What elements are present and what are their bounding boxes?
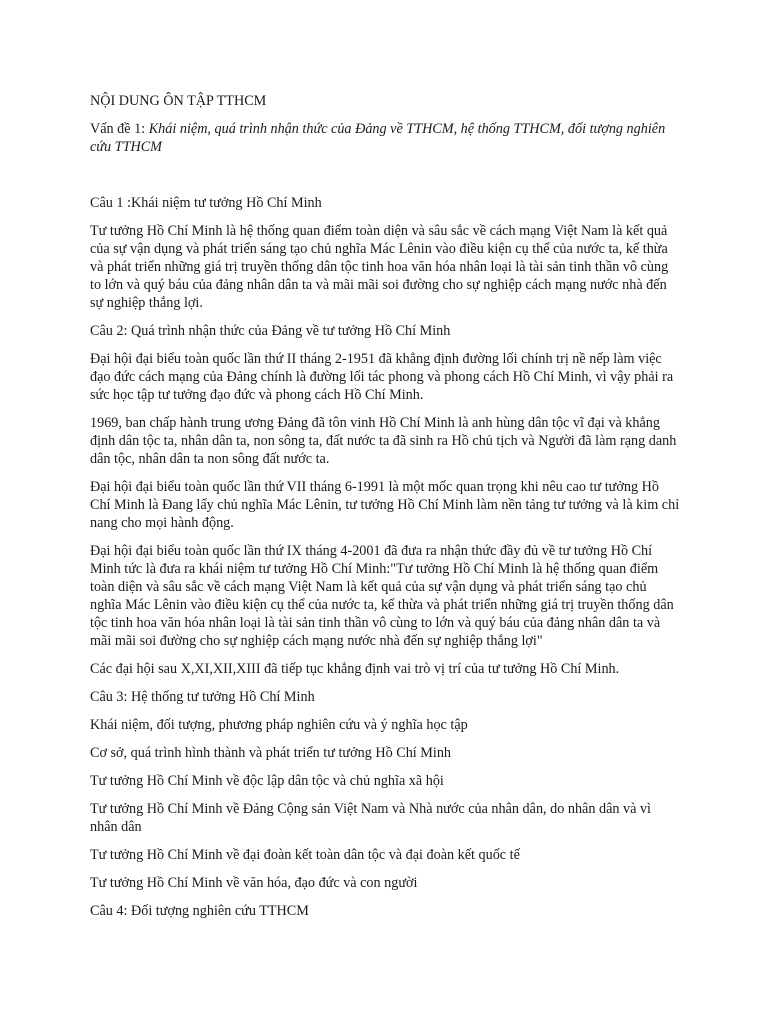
question-3-item: Tư tưởng Hồ Chí Minh về đại đoàn kết toàn dân tộc và đại đoàn kết quốc tế [90,847,520,863]
subject-line [90,120,680,156]
question-2-paragraph-1969: 1969, ban chấp hành trung ương Đảng đã tôn vinh Hồ Chí Minh là anh hùng dân tộc vĩ đại và khẳng định dân tộc ta, nhân dân ta, non sông ta, đất nước ta đã sinh ra Hồ chủ tịch và Người đã làm rạng danh dân tộc, nhân dân ta non sông đất nước ta. [90,415,677,467]
question-3-item: Tư tưởng Hồ Chí Minh về Đảng Cộng sản Việt Nam và Nhà nước của nhân dân, do nhân dân và vì nhân dân [90,801,652,835]
question-2-paragraph-1951: Đại hội đại biểu toàn quốc lần thứ II tháng 2-1951 đã khẳng định đường lối chính trị nề nếp làm việc đạo đức cách mạng của Đảng chính là đường lối tác phong và phong cách Hồ Chí Minh, vì vậy phải ra sức học tập tư tưởng đạo đức và phong cách Hồ Chí Minh. [90,351,674,403]
subject-italic: Khái niệm, quá trình nhận thức của Đảng về TTHCM, hệ thống TTHCM, đối tượng nghiên cứu TTHCM [90,121,666,155]
question-3-heading: Câu 3: Hệ thống tư tưởng Hồ Chí Minh [90,689,315,705]
question-2-paragraph-2001: Đại hội đại biểu toàn quốc lần thứ IX tháng 4-2001 đã đưa ra nhận thức đầy đủ về tư tưởng Hồ Chí Minh tức là đưa ra khái niệm tư tưởng Hồ Chí Minh:"Tư tưởng Hồ Chí Minh là hệ thống quan điểm toàn diện và sâu sắc về cách mạng Việt Nam là kết quả của sự vận dụng và phát triển sáng tạo chủ nghĩa Mác Lênin vào điều kiện cụ thể của nước ta, kế thừa và phát triển những giá trị truyền thống dân tộc tinh hoa văn hóa nhân loại là tài sản tinh thần vô cùng to lớn và quý báu của đảng nhân dân ta và mãi mãi soi đường cho sự nghiệp cách mạng nước nhà đến sự nghiệp thắng lợi" [90,543,674,649]
question-3-item: Tư tưởng Hồ Chí Minh về văn hóa, đạo đức và con người [90,875,418,891]
question-2-paragraph-1991: Đại hội đại biểu toàn quốc lần thứ VII tháng 6-1991 là một mốc quan trọng khi nêu cao tư tưởng Hồ Chí Minh là Đang lấy chủ nghĩa Mác Lênin, tư tưởng Hồ Chí Minh làm nền tảng tư tưởng và là kim chỉ nang cho mọi hành động. [90,479,680,531]
question-1-heading: Câu 1 :Khái niệm tư tưởng Hồ Chí Minh [90,195,322,211]
question-3-item: Tư tưởng Hồ Chí Minh về độc lập dân tộc và chủ nghĩa xã hội [90,773,444,789]
question-4-heading: Câu 4: Đối tượng nghiên cứu TTHCM [90,903,309,919]
subject-prefix: Vấn đề 1: [90,121,149,137]
question-1-body: Tư tưởng Hồ Chí Minh là hệ thống quan điểm toàn diện và sâu sắc về cách mạng Việt Nam là kết quả của sự vận dụng và phát triển sáng tạo chủ nghĩa Mác Lênin vào điều kiện cụ thể của nước ta, kế thừa và phát triển những giá trị truyền thống dân tộc tinh hoa văn hóa nhân loại là tài sản tinh thần vô cùng to lớn và quý báu của đảng nhân dân ta và mãi mãi soi đường cho sự nghiệp cách mạng nước nhà đến sự nghiệp thắng lợi. [90,223,669,311]
document-title: NỘI DUNG ÔN TẬP TTHCM [90,93,267,109]
question-3-item: Khái niệm, đối tượng, phương pháp nghiên cứu và ý nghĩa học tập [90,717,468,733]
question-2-paragraph-later: Các đại hội sau X,XI,XII,XIII đã tiếp tục khẳng định vai trò vị trí của tư tưởng Hồ Chí Minh. [90,661,620,677]
question-2-heading: Câu 2: Quá trình nhận thức của Đảng về tư tưởng Hồ Chí Minh [90,323,451,339]
document-page [90,92,680,930]
question-3-item: Cơ sở, quá trình hình thành và phát triển tư tưởng Hồ Chí Minh [90,745,452,761]
